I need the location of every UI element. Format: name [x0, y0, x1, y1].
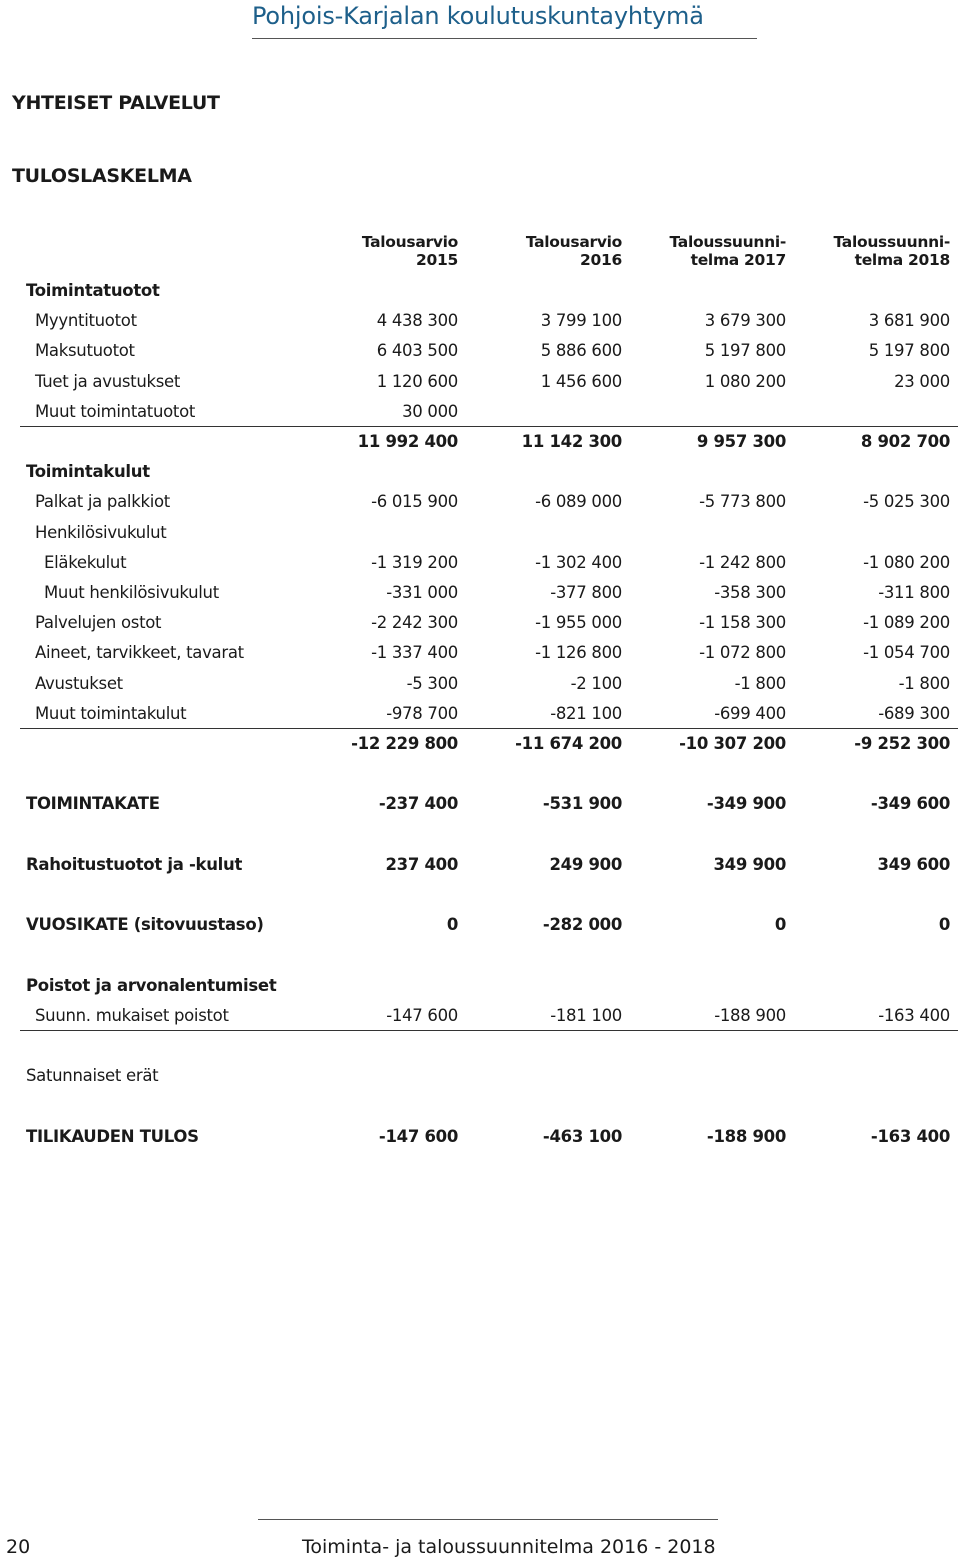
row-value-col3: 9 957 300: [696, 432, 786, 451]
row-value-col1: -331 000: [386, 583, 458, 602]
row-label: Muut henkilösivukulut: [44, 583, 219, 602]
table-row: [20, 788, 958, 818]
row-value-col3: -699 400: [714, 703, 786, 723]
row-label: TOIMINTAKATE: [26, 794, 160, 814]
row-value-col3: 349 900: [713, 854, 786, 874]
row-value-col1: -12 229 800: [351, 734, 458, 753]
row-label: Muut toimintatuotot: [35, 401, 196, 421]
table-row: [20, 668, 958, 698]
row-value-col3: -358 300: [714, 583, 786, 602]
table-row: [20, 970, 958, 1000]
row-value-col3: 0: [774, 915, 786, 935]
row-value-col2: -11 674 200: [515, 734, 622, 753]
column-header-line2: 2016: [580, 251, 622, 269]
table-row: [20, 1121, 958, 1151]
row-value-col1: 6 403 500: [376, 341, 458, 361]
row-label: Rahoitustuotot ja -kulut: [26, 854, 243, 874]
row-label: Avustukset: [35, 673, 123, 693]
row-value-col1: 1 120 600: [376, 371, 458, 391]
column-header-1: [362, 233, 458, 269]
footer-divider: [258, 1519, 718, 1520]
row-value-col1: -147 600: [386, 1005, 458, 1025]
row-label: Tuet ja avustukset: [35, 371, 181, 391]
row-value-col4: -689 300: [878, 703, 950, 723]
row-value-col1: 237 400: [385, 854, 458, 874]
table-row: [20, 456, 958, 486]
column-header-line2: telma 2018: [854, 251, 950, 269]
table-row: [20, 909, 958, 939]
row-value-col3: 5 197 800: [704, 341, 786, 361]
table-row: [20, 849, 958, 879]
row-value-col4: 3 681 900: [868, 311, 950, 331]
row-value-col2: 3 799 100: [540, 311, 622, 331]
row-label: Palvelujen ostot: [35, 613, 162, 633]
row-label: Henkilösivukulut: [35, 522, 167, 542]
row-value-col4: -9 252 300: [854, 734, 950, 753]
row-value-col4: 23 000: [894, 371, 950, 391]
row-value-col3: 3 679 300: [704, 311, 786, 331]
column-header-line1: Taloussuunni-: [669, 233, 786, 251]
column-header-line1: Taloussuunni-: [833, 233, 950, 251]
row-value-col2: -181 100: [550, 1005, 622, 1025]
row-value-col3: -1 158 300: [699, 613, 786, 633]
row-label: Aineet, tarvikkeet, tavarat: [35, 643, 244, 663]
row-value-col1: -1 319 200: [371, 552, 458, 572]
table-row: [20, 305, 958, 335]
row-value-col1: 30 000: [402, 401, 458, 421]
table-row: [20, 275, 958, 305]
column-header-4: [834, 233, 950, 269]
row-value-col2: -6 089 000: [535, 492, 622, 512]
row-value-col2: -531 900: [542, 794, 622, 814]
table-row: [20, 637, 958, 667]
row-value-col4: -163 400: [878, 1005, 950, 1025]
table-row: [20, 426, 958, 456]
column-header-line1: Talousarvio: [525, 233, 622, 251]
row-value-col4: -1 080 200: [863, 552, 950, 572]
row-label: Maksutuotot: [35, 341, 135, 361]
row-value-col3: -349 900: [706, 794, 786, 814]
table-row: [20, 1090, 958, 1120]
row-value-col1: 4 438 300: [376, 311, 458, 331]
row-value-col1: -2 242 300: [371, 613, 458, 633]
page-header-title: Pohjois-Karjalan koulutuskuntayhtymä: [252, 2, 704, 30]
table-row: [20, 607, 958, 637]
row-value-col1: -1 337 400: [371, 643, 458, 663]
row-value-col3: -1 072 800: [699, 643, 786, 663]
table-row: [20, 577, 958, 607]
table-row: [20, 486, 958, 516]
table-row: [20, 396, 958, 427]
row-label: Toimintakulut: [26, 462, 150, 482]
row-value-col4: 0: [938, 915, 950, 935]
row-label: Poistot ja arvonalentumiset: [26, 975, 277, 995]
row-value-col4: -1 054 700: [863, 643, 950, 663]
row-value-col3: -188 900: [706, 1126, 786, 1146]
row-value-col2: 5 886 600: [540, 341, 622, 361]
row-value-col4: 5 197 800: [868, 341, 950, 361]
row-value-col4: -311 800: [878, 583, 950, 602]
row-value-col3: -1 242 800: [699, 552, 786, 572]
table-row: [20, 1060, 958, 1090]
row-value-col4: -1 800: [898, 673, 950, 693]
row-value-col4: -1 089 200: [863, 613, 950, 633]
section-title: YHTEISET PALVELUT: [12, 92, 220, 114]
header-divider: [252, 38, 757, 39]
row-value-col2: -377 800: [550, 583, 622, 602]
table-row: [20, 366, 958, 396]
row-label: Eläkekulut: [44, 552, 127, 572]
row-value-col2: -821 100: [550, 703, 622, 723]
row-value-col1: -5 300: [406, 673, 458, 693]
table-row: [20, 939, 958, 969]
row-value-col2: -463 100: [542, 1126, 622, 1146]
column-header-3: [670, 233, 786, 269]
row-label: Toimintatuotot: [26, 281, 160, 300]
column-header-2: [526, 233, 622, 269]
row-value-col1: -147 600: [378, 1126, 458, 1146]
row-label: Palkat ja palkkiot: [35, 492, 170, 512]
row-value-col1: -6 015 900: [371, 492, 458, 512]
row-value-col2: 249 900: [549, 854, 622, 874]
row-value-col3: -188 900: [714, 1005, 786, 1025]
row-value-col3: 1 080 200: [704, 371, 786, 391]
row-value-col1: 11 992 400: [357, 432, 458, 451]
row-value-col3: -10 307 200: [679, 734, 786, 753]
table-row: [20, 879, 958, 909]
row-value-col2: 1 456 600: [540, 371, 622, 391]
row-label: Satunnaiset erät: [26, 1066, 159, 1086]
row-label: Suunn. mukaiset poistot: [35, 1005, 229, 1025]
row-value-col4: -5 025 300: [863, 492, 950, 512]
table-row: [20, 547, 958, 577]
row-value-col3: -5 773 800: [699, 492, 786, 512]
column-header-line2: telma 2017: [690, 251, 786, 269]
footer-document-title: Toiminta- ja taloussuunnitelma 2016 - 2018: [302, 1536, 716, 1558]
row-value-col4: -163 400: [870, 1126, 950, 1146]
table-row: [20, 1000, 958, 1031]
row-value-col4: 349 600: [877, 854, 950, 874]
row-value-col4: -349 600: [870, 794, 950, 814]
row-value-col2: -1 302 400: [535, 552, 622, 572]
table-row: [20, 335, 958, 365]
row-value-col1: 0: [446, 915, 458, 935]
row-value-col1: -978 700: [386, 703, 458, 723]
footer-page-number: 20: [6, 1536, 31, 1558]
row-value-col1: -237 400: [378, 794, 458, 814]
row-label: Myyntituotot: [35, 311, 137, 331]
column-header-line2: 2015: [416, 251, 458, 269]
table-row: [20, 728, 958, 758]
table-row: [20, 1030, 958, 1060]
row-label: TILIKAUDEN TULOS: [26, 1126, 199, 1146]
table-row: [20, 758, 958, 788]
row-value-col4: 8 902 700: [860, 432, 950, 451]
row-value-col3: -1 800: [734, 673, 786, 693]
column-header-line1: Talousarvio: [361, 233, 458, 251]
row-label: VUOSIKATE (sitovuustaso): [26, 915, 264, 935]
table-row: [20, 698, 958, 729]
row-value-col2: -282 000: [542, 915, 622, 935]
row-label: Muut toimintakulut: [35, 703, 187, 723]
statement-title: TULOSLASKELMA: [12, 165, 192, 187]
row-value-col2: -2 100: [570, 673, 622, 693]
table-row: [20, 819, 958, 849]
row-value-col2: 11 142 300: [521, 432, 622, 451]
row-value-col2: -1 955 000: [535, 613, 622, 633]
table-row: [20, 517, 958, 547]
row-value-col2: -1 126 800: [535, 643, 622, 663]
